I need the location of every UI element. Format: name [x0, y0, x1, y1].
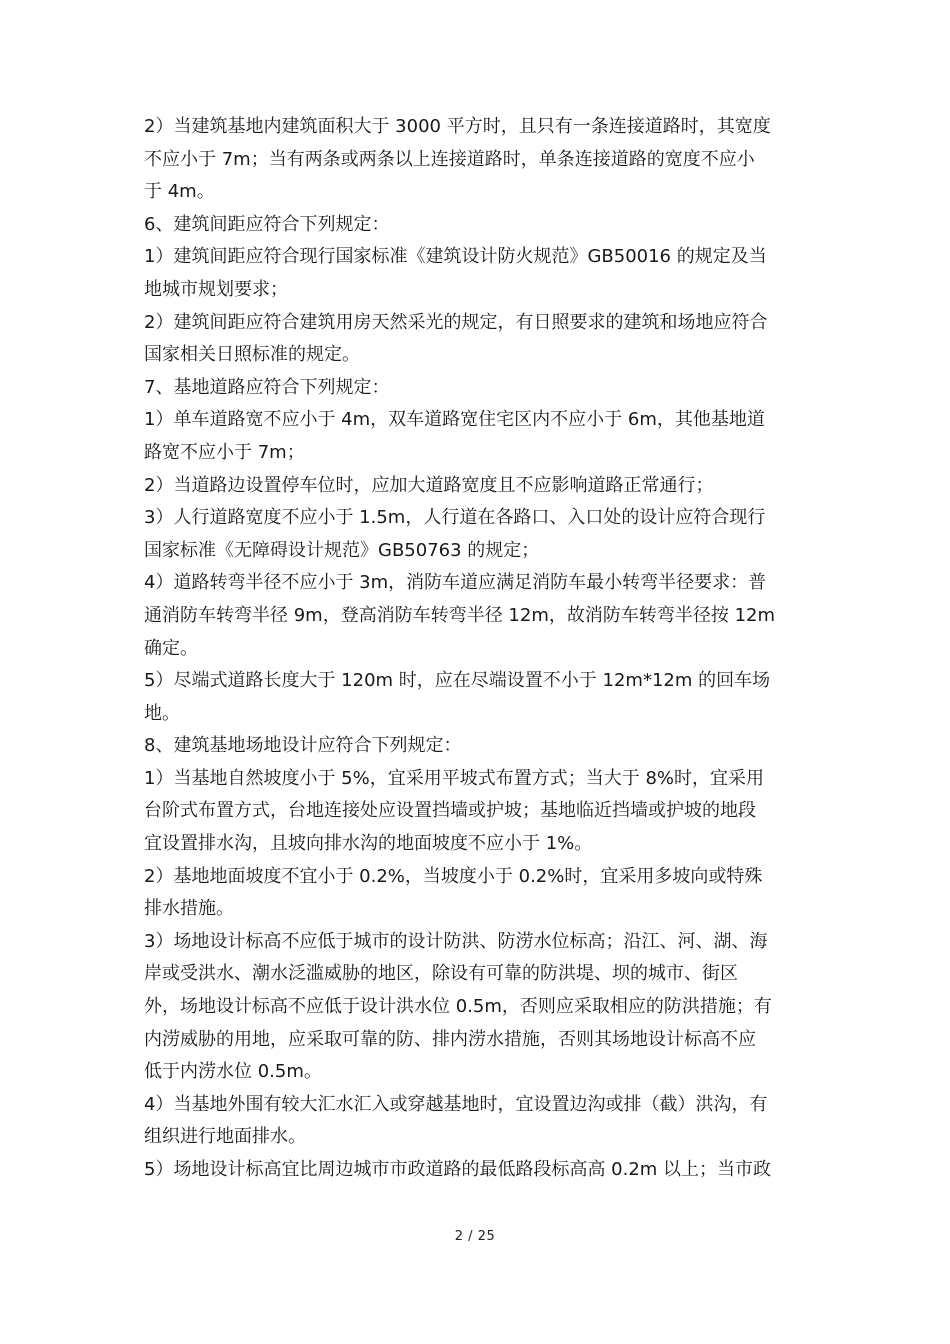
text-line: 组织进行地面排水。	[144, 1126, 306, 1148]
text-line: 地。	[144, 702, 180, 724]
text-line: 1）单车道路宽不应小于 4m，双车道路宽住宅区内不应小于 6m，其他基地道	[144, 409, 765, 431]
text-line: 宜设置排水沟，且坡向排水沟的地面坡度不应小于 1%。	[144, 833, 593, 855]
text-line: 1）建筑间距应符合现行国家标准《建筑设计防火规范》GB50016 的规定及当	[144, 246, 767, 268]
text-line: 3）人行道路宽度不应小于 1.5m，人行道在各路口、入口处的设计应符合现行	[144, 507, 766, 529]
section-heading: 7、基地道路应符合下列规定：	[144, 376, 390, 398]
text-line: 确定。	[144, 637, 198, 659]
text-line: 岸或受洪水、潮水泛滥威胁的地区，除设有可靠的防洪堤、坝的城市、街区	[144, 963, 738, 985]
text-line: 路宽不应小于 7m；	[144, 441, 305, 463]
text-line: 不应小于 7m；当有两条或两条以上连接道路时，单条连接道路的宽度不应小	[144, 148, 755, 170]
text-line: 2）当建筑基地内建筑面积大于 3000 平方时，且只有一条连接道路时，其宽度	[144, 116, 771, 137]
text-line: 国家相关日照标准的规定。	[144, 344, 360, 366]
text-line: 2）建筑间距应符合建筑用房天然采光的规定，有日照要求的建筑和场地应符合	[144, 311, 768, 333]
document-body	[144, 111, 808, 1187]
text-line: 排水措施。	[144, 898, 234, 920]
text-line: 5）场地设计标高宜比周边城市市政道路的最低路段标高高 0.2m 以上；当市政	[144, 1159, 772, 1180]
section-heading: 8、建筑基地场地设计应符合下列规定：	[144, 735, 462, 757]
text-line: 国家标准《无障碍设计规范》GB50763 的规定；	[144, 539, 540, 561]
page-number: 2 / 25	[454, 1229, 496, 1244]
text-line: 3）场地设计标高不应低于城市的设计防洪、防涝水位标高；沿江、河、湖、海	[144, 930, 768, 952]
section-heading: 6、建筑间距应符合下列规定：	[144, 213, 390, 235]
text-line: 台阶式布置方式，台地连接处应设置挡墙或护坡；基地临近挡墙或护坡的地段	[144, 800, 756, 822]
text-line: 通消防车转弯半径 9m，登高消防车转弯半径 12m，故消防车转弯半径按 12m	[144, 604, 776, 626]
text-line: 2）基地地面坡度不宜小于 0.2%，当坡度小于 0.2%时，宜采用多坡向或特殊	[144, 865, 763, 887]
text-line: 5）尽端式道路长度大于 120m 时，应在尽端设置不小于 12m*12m 的回车场	[144, 670, 771, 692]
text-line: 1）当基地自然坡度小于 5%，宜采用平坡式布置方式；当大于 8%时，宜采用	[144, 767, 765, 789]
text-line: 低于内涝水位 0.5m。	[144, 1061, 322, 1083]
text-line: 于 4m。	[144, 181, 215, 203]
text-line: 2）当道路边设置停车位时，应加大道路宽度且不应影响道路正常通行；	[144, 474, 714, 496]
text-line: 4）道路转弯半径不应小于 3m，消防车道应满足消防车最小转弯半径要求：普	[144, 572, 767, 594]
text-line: 内涝威胁的用地，应采取可靠的防、排内涝水措施，否则其场地设计标高不应	[144, 1028, 756, 1050]
text-line: 地城市规划要求；	[144, 278, 288, 300]
text-line: 4）当基地外围有较大汇水汇入或穿越基地时，宜设置边沟或排（截）洪沟，有	[144, 1093, 768, 1115]
text-line: 外，场地设计标高不应低于设计洪水位 0.5m，否则应采取相应的防洪措施；有	[144, 996, 772, 1018]
